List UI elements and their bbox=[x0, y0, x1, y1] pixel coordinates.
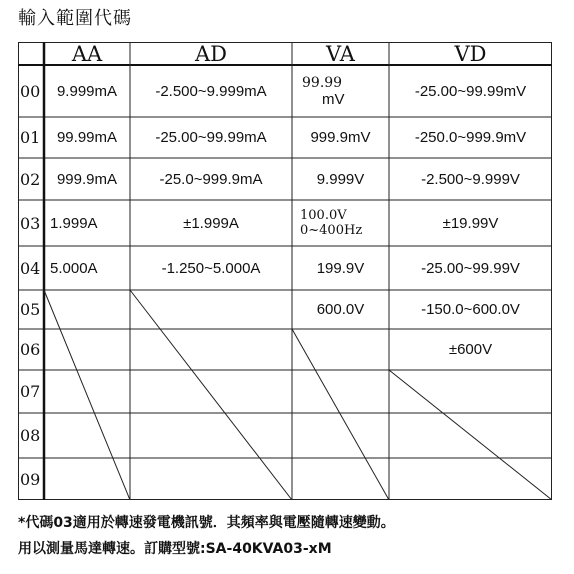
input-range-table bbox=[18, 42, 552, 500]
footnote-line-2: 用以測量馬達轉速。訂購型號:SA-40KVA03-xM bbox=[18, 541, 332, 557]
cell-ad-02: -25.0~999.9mA bbox=[159, 170, 263, 188]
cell-vd-04: -25.00~99.99V bbox=[421, 259, 520, 277]
cell-aa-03: 1.999A bbox=[50, 214, 98, 232]
header-ad: AD bbox=[194, 42, 227, 65]
cell-va-00-value: 99.99 bbox=[302, 74, 343, 91]
cell-vd-06: ±600V bbox=[448, 341, 493, 358]
row-code-06: 06 bbox=[20, 340, 41, 359]
cell-ad-03: ±1.999A bbox=[183, 214, 239, 232]
cell-va-03-frequency: 0~400Hz bbox=[300, 223, 363, 238]
row-code-02: 02 bbox=[20, 169, 41, 189]
footnote-line-1: *代碼03適用於轉速發電機訊號．其頻率與電壓隨轉速變動。 bbox=[18, 515, 395, 531]
cell-ad-01: -25.00~99.99mA bbox=[155, 129, 267, 146]
cell-ad-04: -1.250~5.000A bbox=[161, 259, 261, 277]
cell-va-03 bbox=[292, 200, 389, 246]
cell-vd-00: -25.00~99.99mV bbox=[414, 82, 527, 100]
cell-ad-00: -2.500~9.999mA bbox=[155, 82, 267, 100]
cell-vd-02: -2.500~9.999V bbox=[421, 170, 520, 188]
row-code-09: 09 bbox=[20, 469, 41, 489]
table-title: 輸入範圍代碼 bbox=[18, 8, 132, 29]
cell-aa-02: 999.9mA bbox=[56, 170, 118, 188]
row-code-08: 08 bbox=[20, 426, 41, 445]
cell-vd-05: -150.0~600.0V bbox=[421, 301, 520, 318]
row-code-01: 01 bbox=[20, 128, 41, 147]
cell-aa-00: 9.999mA bbox=[56, 82, 118, 100]
cell-aa-01: 99.99mA bbox=[56, 129, 118, 146]
row-code-03: 03 bbox=[20, 213, 41, 233]
cell-va-00-unit: mV bbox=[322, 90, 345, 108]
cell-va-01: 999.9mV bbox=[310, 129, 371, 146]
cell-vd-03: ±19.99V bbox=[442, 214, 499, 232]
cell-va-03-voltage: 100.0V bbox=[300, 208, 347, 223]
row-code-05: 05 bbox=[20, 300, 41, 319]
header-vd: VD bbox=[454, 42, 487, 65]
cell-va-02: 9.999V bbox=[316, 170, 365, 188]
cell-va-04: 199.9V bbox=[316, 259, 365, 277]
cell-aa-04: 5.000A bbox=[50, 259, 98, 277]
row-code-00: 00 bbox=[20, 81, 41, 101]
row-code-07: 07 bbox=[20, 382, 41, 401]
header-va: VA bbox=[326, 42, 355, 65]
header-aa: AA bbox=[71, 42, 103, 65]
row-code-04: 04 bbox=[20, 258, 41, 278]
cell-va-00 bbox=[292, 65, 389, 117]
cell-vd-01: -250.0~999.9mV bbox=[414, 129, 527, 146]
cell-va-05: 600.0V bbox=[316, 301, 365, 318]
